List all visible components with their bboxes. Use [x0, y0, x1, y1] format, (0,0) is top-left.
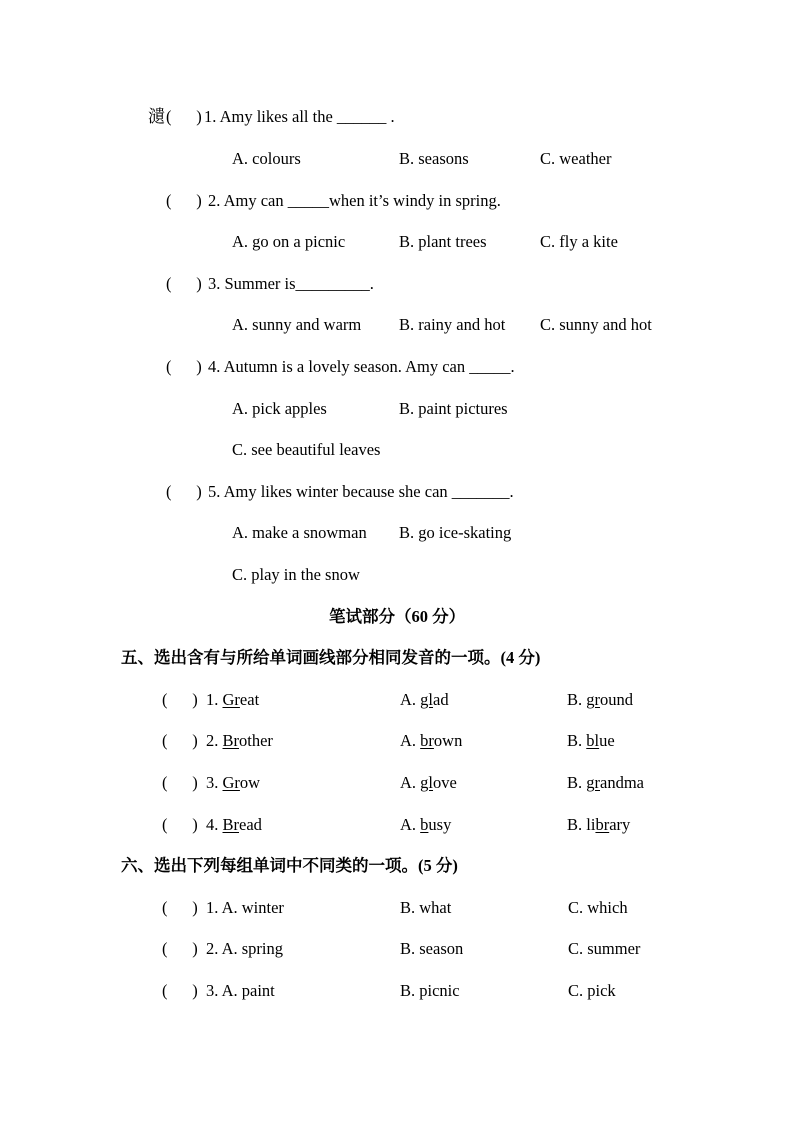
given-word: 1. Great — [206, 690, 260, 709]
answer-paren[interactable]: ( ) — [166, 274, 202, 293]
option-c: C. which — [568, 898, 628, 917]
option-b: B. grandma — [567, 773, 644, 792]
option-b: B. library — [567, 815, 631, 834]
answer-paren[interactable]: ( ) — [162, 690, 198, 709]
written-part-title: 笔试部分（60 分） — [328, 607, 466, 626]
answer-paren[interactable]: ( ) — [162, 898, 198, 917]
answer-paren[interactable]: ( ) — [162, 981, 198, 1000]
given-word: 2. Brother — [206, 731, 273, 750]
question-stem: 4. Autumn is a lovely season. Amy can _____. — [208, 357, 515, 376]
section-5-title: 五、选出含有与所给单词画线部分相同发音的一项。(4 分) — [121, 648, 541, 667]
answer-paren[interactable]: ( ) — [166, 107, 202, 126]
option-b: B. season — [400, 939, 464, 958]
option-b: B. rainy and hot — [399, 315, 506, 334]
option-a: A. glad — [400, 690, 449, 709]
answer-paren[interactable]: ( ) — [166, 482, 202, 501]
option-c: C. pick — [568, 981, 616, 1000]
option-c: C. summer — [568, 939, 641, 958]
option-c: C. see beautiful leaves — [232, 440, 381, 459]
answer-paren[interactable]: ( ) — [166, 357, 202, 376]
option-a: 3. A. paint — [206, 981, 275, 1000]
given-word: 4. Bread — [206, 815, 262, 834]
option-b: B. what — [400, 898, 452, 917]
section-6-title: 六、选出下列每组单词中不同类的一项。(5 分) — [121, 856, 458, 875]
question-stem: 3. Summer is_________. — [208, 274, 374, 293]
question-stem: 2. Amy can _____when it’s windy in spring. — [208, 191, 501, 210]
option-c: C. fly a kite — [540, 232, 618, 251]
option-b: B. paint pictures — [399, 399, 508, 418]
option-a: A. glove — [400, 773, 457, 792]
answer-paren[interactable]: ( ) — [166, 191, 202, 210]
answer-paren[interactable]: ( ) — [162, 773, 198, 792]
option-b: B. ground — [567, 690, 634, 709]
answer-paren[interactable]: ( ) — [162, 815, 198, 834]
stamp-char: 瀢 — [148, 107, 165, 126]
answer-paren[interactable]: ( ) — [162, 731, 198, 750]
question-stem: 5. Amy likes winter because she can _______. — [208, 482, 514, 501]
option-c: C. weather — [540, 149, 612, 168]
option-a: A. colours — [232, 149, 301, 168]
given-word: 3. Grow — [206, 773, 261, 792]
answer-paren[interactable]: ( ) — [162, 939, 198, 958]
option-a: A. make a snowman — [232, 523, 367, 542]
option-b: B. plant trees — [399, 232, 487, 251]
option-a: 2. A. spring — [206, 939, 284, 958]
option-a: A. sunny and warm — [232, 315, 362, 334]
option-c: C. sunny and hot — [540, 315, 652, 334]
option-b: B. picnic — [400, 981, 460, 1000]
option-c: C. play in the snow — [232, 565, 360, 584]
option-a: A. go on a picnic — [232, 232, 346, 251]
option-a: A. pick apples — [232, 399, 327, 418]
option-b: B. blue — [567, 731, 615, 750]
option-a: 1. A. winter — [206, 898, 284, 917]
option-b: B. seasons — [399, 149, 469, 168]
option-b: B. go ice-skating — [399, 523, 512, 542]
option-a: A. brown — [400, 731, 463, 750]
question-stem: 1. Amy likes all the ______ . — [204, 107, 395, 126]
option-a: A. busy — [400, 815, 452, 834]
